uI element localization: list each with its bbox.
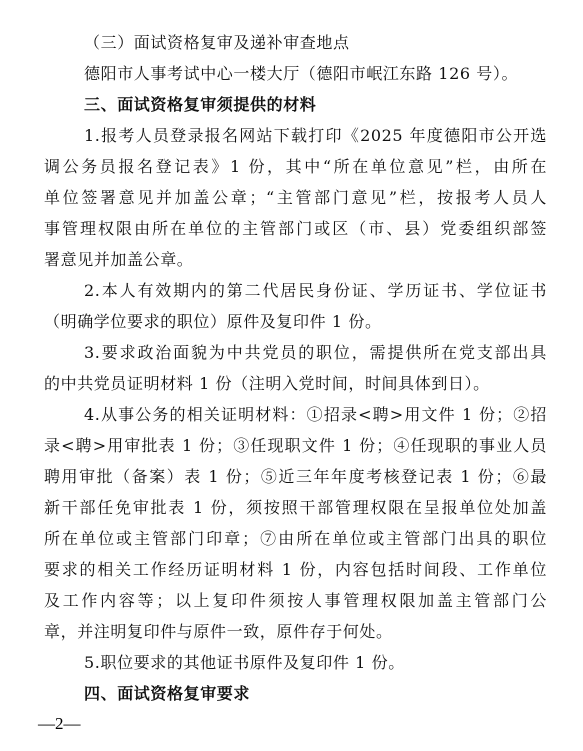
item-4-line-1: 4.从事公务的相关证明材料：①招录<聘>用文件 1 份；②招 (84, 405, 547, 424)
section-heading-4: 四、面试资格复审要求 (84, 684, 251, 703)
item-4-line-8: 章，并注明复印件与原件一致，原件存于何处。 (44, 622, 393, 641)
item-4-line-4: 新干部任免审批表 1 份，须按照干部管理权限在呈报单位处加盖 (44, 498, 547, 517)
item-4-line-5: 所在单位或主管部门印章；⑦由所在单位或主管部门出具的职位 (44, 529, 547, 548)
item-4-line-2: 录<聘>用审批表 1 份；③任现职文件 1 份；④任现职的事业人员 (44, 436, 547, 455)
item-3-line-1: 3.要求政治面貌为中共党员的职位，需提供所在党支部出具 (84, 343, 547, 362)
item-1-line-5: 署意见并加盖公章。 (44, 250, 194, 269)
address-line: 德阳市人事考试中心一楼大厅（德阳市岷江东路 126 号）。 (84, 64, 519, 83)
item-5-line-1: 5.职位要求的其他证书原件及复印件 1 份。 (84, 653, 405, 672)
item-1-line-1: 1.报考人员登录报名网站下载打印《2025 年度德阳市公开选 (84, 126, 547, 145)
subsection-heading-3: （三）面试资格复审及递补审查地点 (84, 33, 350, 52)
item-2-line-2: （明确学位要求的职位）原件及复印件 1 份。 (44, 312, 382, 331)
item-3-line-2: 的中共党员证明材料 1 份（注明入党时间，时间具体到日）。 (44, 374, 490, 393)
page-number: —2— (38, 714, 81, 733)
item-4-line-3: 聘用审批（备案）表 1 份；⑤近三年年度考核登记表 1 份；⑥最 (44, 467, 547, 486)
section-heading-3: 三、面试资格复审须提供的材料 (84, 95, 317, 114)
item-1-line-4: 事管理权限由所在单位的主管部门或区（市、县）党委组织部签 (44, 219, 547, 238)
item-4-line-6: 要求的相关工作经历证明材料 1 份，内容包括时间段、工作单位 (44, 560, 547, 579)
item-1-line-3: 单位签署意见并加盖公章；“主管部门意见”栏，按报考人员人 (44, 188, 547, 207)
item-4-line-7: 及工作内容等；以上复印件须按人事管理权限加盖主管部门公 (44, 591, 547, 610)
item-2-line-1: 2.本人有效期内的第二代居民身份证、学历证书、学位证书 (84, 281, 547, 300)
item-1-line-2: 调公务员报名登记表》1 份，其中“所在单位意见”栏，由所在 (44, 157, 547, 176)
